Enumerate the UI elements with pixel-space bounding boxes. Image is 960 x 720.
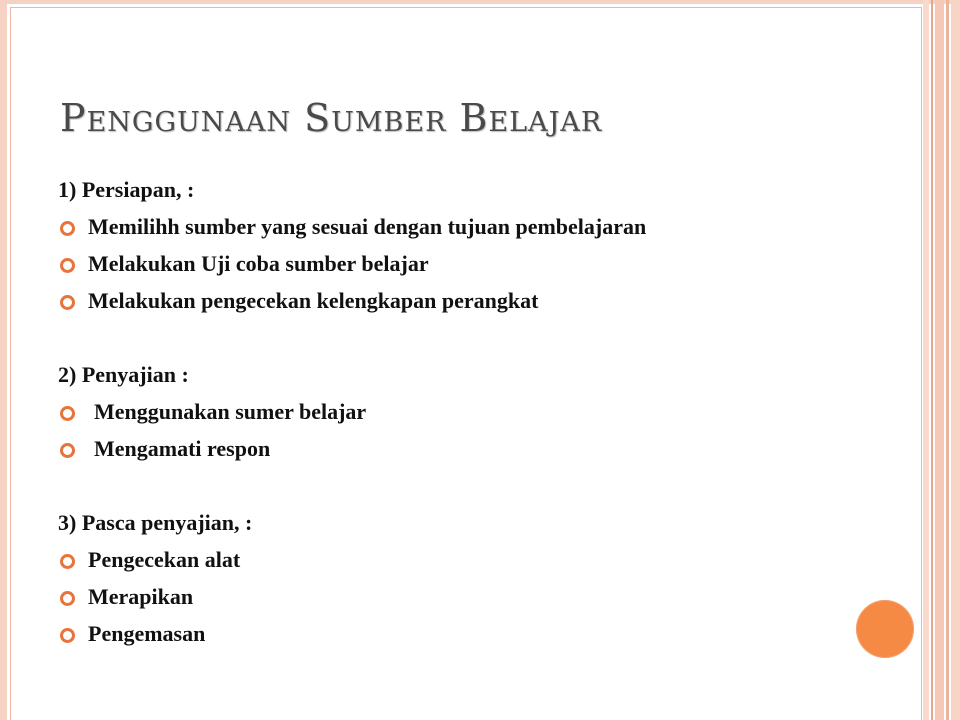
spacer bbox=[58, 471, 898, 508]
decorative-stripe bbox=[923, 0, 929, 720]
list-item bbox=[58, 286, 898, 323]
list-item bbox=[58, 434, 898, 471]
ring-bullet-icon bbox=[60, 258, 75, 273]
decorative-stripe bbox=[935, 0, 944, 720]
list-item-text: Melakukan pengecekan kelengkapan perangkat bbox=[88, 288, 539, 313]
decorative-stripe bbox=[931, 0, 933, 720]
list-item-text: Menggunakan sumer belajar bbox=[94, 399, 367, 424]
list-item bbox=[58, 397, 898, 434]
list-item bbox=[58, 545, 898, 582]
list-item-text: Melakukan Uji coba sumber belajar bbox=[88, 251, 429, 276]
ring-bullet-icon bbox=[60, 406, 75, 421]
ring-bullet-icon bbox=[60, 554, 75, 569]
ring-bullet-icon bbox=[60, 628, 75, 643]
ring-bullet-icon bbox=[60, 295, 75, 310]
decorative-stripe bbox=[946, 0, 949, 720]
slide-title: Penggunaan Sumber Belajar bbox=[60, 96, 603, 140]
ring-bullet-icon bbox=[60, 443, 75, 458]
list-item-text: Mengamati respon bbox=[94, 436, 271, 461]
decorative-stripe bbox=[951, 0, 960, 720]
ring-bullet-icon bbox=[60, 591, 75, 606]
list-item-text: Merapikan bbox=[88, 584, 194, 609]
spacer bbox=[58, 323, 898, 360]
list-item bbox=[58, 249, 898, 286]
list-item bbox=[58, 619, 898, 656]
ring-bullet-icon bbox=[60, 221, 75, 236]
list-item bbox=[58, 582, 898, 619]
list-item bbox=[58, 212, 898, 249]
section-heading: 3) Pasca penyajian, : bbox=[58, 510, 253, 535]
list-item-text: Memilihh sumber yang sesuai dengan tujuan pembelajaran bbox=[88, 214, 647, 239]
section-heading: 2) Penyajian : bbox=[58, 362, 189, 387]
list-item-text: Pengecekan alat bbox=[88, 547, 241, 572]
list-item-text: Pengemasan bbox=[88, 621, 206, 646]
slide-content bbox=[58, 175, 898, 656]
section-heading: 1) Persiapan, : bbox=[58, 177, 195, 202]
